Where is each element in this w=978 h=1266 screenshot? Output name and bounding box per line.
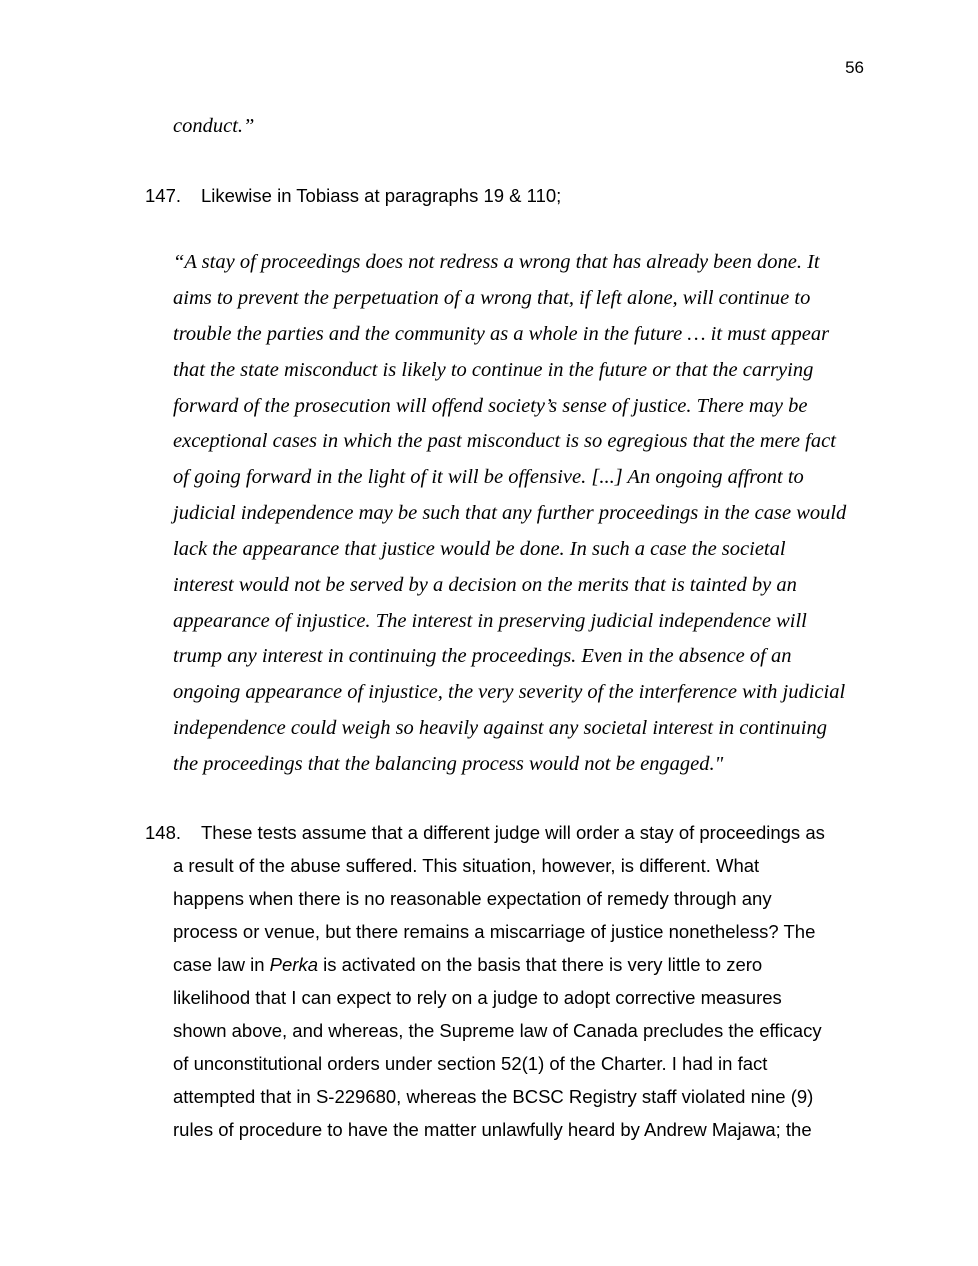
quote-line: aims to prevent the perpetuation of a wrong that, if left alone, will continue to — [173, 287, 811, 309]
line-text: is activated on the basis that there is very little to zero — [317, 954, 763, 975]
quote-line: the proceedings that the balancing process would not be engaged." — [173, 753, 724, 775]
paragraph-147-number: 147. — [145, 185, 182, 206]
paragraph-148-line: happens when there is no reasonable expectation of remedy through any — [173, 888, 772, 909]
quote-line: judicial independence may be such that any further proceedings in the case would — [173, 502, 847, 524]
quote-line: independence could weigh so heavily against any societal interest in continuing — [173, 717, 827, 739]
paragraph-148-line: shown above, and whereas, the Supreme law of Canada precludes the efficacy — [173, 1020, 822, 1041]
paragraph-148-number: 148. — [145, 822, 182, 843]
paragraph-148-line: These tests assume that a different judge will order a stay of proceedings as — [201, 822, 825, 843]
quote-line: exceptional cases in which the past misconduct is so egregious that the mere fact — [173, 430, 836, 452]
quote-line: forward of the prosecution will offend society’s sense of justice. There may be — [173, 395, 808, 417]
paragraph-148-line: attempted that in S-229680, whereas the BCSC Registry staff violated nine (9) — [173, 1086, 814, 1107]
paragraph-148-line: of unconstitutional orders under section 52(1) of the Charter. I had in fact — [173, 1053, 768, 1074]
paragraph-148-line — [173, 954, 762, 976]
paragraph-148-line: likelihood that I can expect to rely on a judge to adopt corrective measures — [173, 987, 782, 1008]
quote-line: appearance of injustice. The interest in preserving judicial independence will — [173, 610, 807, 632]
quote-line: “A stay of proceedings does not redress a wrong that has already been done. It — [173, 251, 820, 273]
paragraph-147-text: Likewise in Tobiass at paragraphs 19 & 110; — [201, 185, 562, 206]
quote-line: trouble the parties and the community as a whole in the future … it must appear — [173, 323, 830, 345]
paragraph-148-line: process or venue, but there remains a miscarriage of justice nonetheless? The — [173, 921, 816, 942]
paragraph-148-line: a result of the abuse suffered. This situation, however, is different. What — [173, 855, 760, 876]
opening-quote-tail: conduct.” — [173, 115, 255, 137]
quote-line: interest would not be served by a decision on the merits that is tainted by an — [173, 574, 797, 596]
quote-line: ongoing appearance of injustice, the very severity of the interference with judicial — [173, 681, 846, 703]
paragraph-148-line: rules of procedure to have the matter unlawfully heard by Andrew Majawa; the — [173, 1119, 812, 1140]
line-text: case law in — [173, 954, 270, 975]
quote-line: of going forward in the light of it will be offensive. [...] An ongoing affront to — [173, 466, 804, 488]
page-number: 56 — [845, 58, 864, 77]
quote-line: trump any interest in continuing the proceedings. Even in the absence of an — [173, 645, 792, 667]
quote-line: that the state misconduct is likely to continue in the future or that the carrying — [173, 359, 814, 381]
case-name-perka: Perka — [269, 954, 318, 975]
quote-line: lack the appearance that justice would be done. In such a case the societal — [173, 538, 786, 560]
